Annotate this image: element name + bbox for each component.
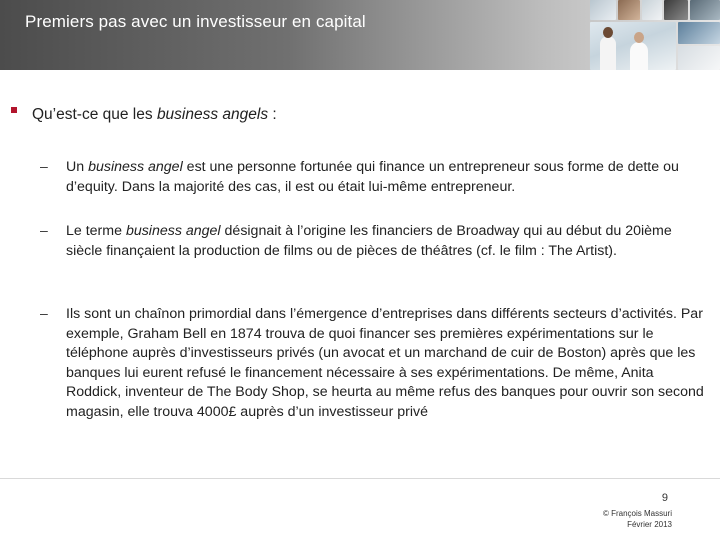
sub-bullet-2 bbox=[66, 222, 706, 261]
person-head bbox=[634, 32, 644, 43]
sub-bullet-3 bbox=[66, 305, 706, 422]
photo-tile bbox=[678, 46, 720, 70]
sub-bullet-text: Ils sont un chaînon primordial dans l’émergence d’entreprises dans différents secteurs d’activités. Par exemple, Graham Bell en 1874 trouva de quoi financer ses premières expérimentations sur le téléphone auprès d’investisseurs privés (un avocat et un marchand de cuir de Boston) après que les banques lui eurent refusé le financement nécessaire à ses expérimentations. De même, Anita Roddick, inventeur de The Body Shop, se heurta au même refus des banques pour ouvrir son second magasin, elle trouva 4000£ auprès d’un investisseur privé bbox=[66, 306, 704, 420]
header-photo-collage bbox=[590, 0, 720, 70]
sub-bullet-1 bbox=[66, 158, 706, 197]
sub-bullet-text: est une personne fortunée qui finance un entrepreneur sous forme de dette ou d’equity. Dans la majorité des cas, il est ou était lui-même entrepreneur. bbox=[66, 159, 679, 195]
sub-bullet-italic: business angel bbox=[125, 223, 221, 239]
main-bullet-suffix: : bbox=[268, 106, 277, 123]
photo-tile bbox=[590, 0, 616, 20]
header-bar bbox=[0, 0, 720, 70]
sub-bullet-prefix: Le terme bbox=[66, 223, 126, 239]
person-figure bbox=[630, 42, 648, 70]
photo-tile bbox=[642, 0, 662, 20]
footer-date: Février 2013 bbox=[627, 520, 672, 529]
main-bullet bbox=[32, 106, 277, 124]
dash-bullet-icon: – bbox=[40, 222, 48, 238]
footer-author: © François Massuri bbox=[602, 509, 672, 518]
sub-bullet-text: désignait à l’origine les financiers de Broadway qui au début du 20ième siècle finançaient la production de films ou de pièces de théâtres (cf. le film : The Artist). bbox=[66, 223, 672, 259]
page-number: 9 bbox=[661, 492, 668, 504]
square-bullet-icon bbox=[11, 107, 17, 113]
photo-tile bbox=[618, 0, 640, 20]
sub-bullet-prefix: Un bbox=[66, 159, 89, 175]
slide-title: Premiers pas avec un investisseur en capital bbox=[25, 12, 366, 31]
dash-bullet-icon: – bbox=[40, 158, 48, 174]
office-meeting-photo bbox=[590, 22, 676, 70]
footer-divider bbox=[0, 478, 720, 479]
main-bullet-prefix: Qu’est-ce que les bbox=[32, 106, 157, 123]
dash-bullet-icon: – bbox=[40, 305, 48, 321]
photo-tile bbox=[664, 0, 688, 20]
sub-bullet-italic: business angel bbox=[88, 159, 183, 175]
photo-tile bbox=[678, 22, 720, 44]
main-bullet-italic: business angels bbox=[156, 106, 269, 123]
photo-tile bbox=[690, 0, 720, 20]
person-figure bbox=[600, 36, 616, 70]
person-head bbox=[603, 27, 613, 38]
